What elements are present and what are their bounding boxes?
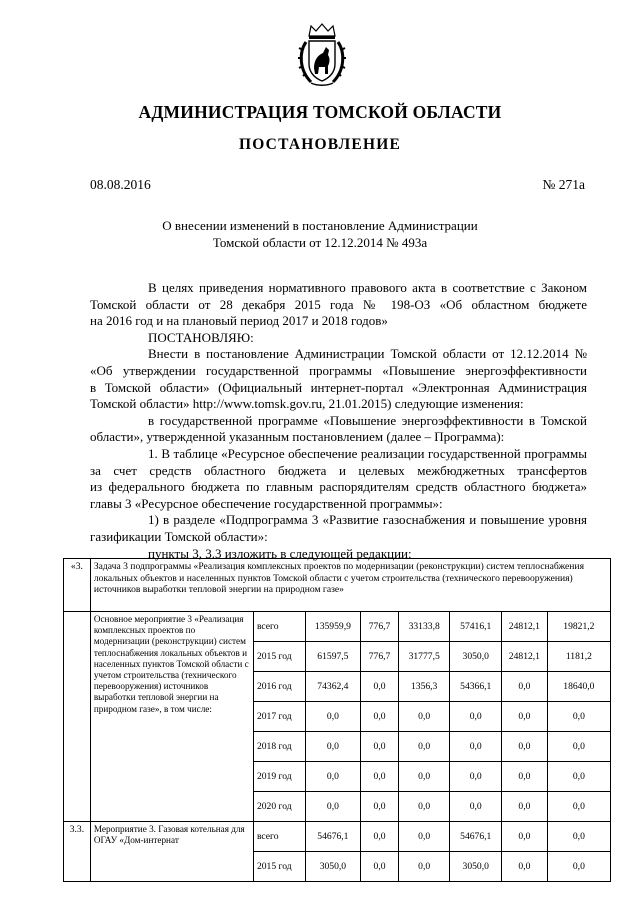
table-row xyxy=(64,612,611,642)
value-cell: 74362,4 xyxy=(305,672,361,702)
empty-index-cell xyxy=(64,612,91,822)
period-cell: 2015 год xyxy=(253,852,305,882)
value-cell: 0,0 xyxy=(361,702,399,732)
value-cell: 776,7 xyxy=(361,612,399,642)
value-cell: 0,0 xyxy=(398,702,450,732)
value-cell: 0,0 xyxy=(361,822,399,852)
document-type: ПОСТАНОВЛЕНИЕ xyxy=(238,136,402,153)
value-cell: 57416,1 xyxy=(450,612,502,642)
body-line: 1) в разделе «Подпрограмма 3 «Развитие газоснабжения и повышение уровня xyxy=(148,512,587,528)
body-line: на 2016 год и на плановый период 2017 и 2018 годов» xyxy=(90,313,388,329)
value-cell: 135959,9 xyxy=(305,612,361,642)
body-line: области», утвержденной указанным постановлением (далее – Программа): xyxy=(90,429,505,445)
value-cell: 3050,0 xyxy=(450,642,502,672)
value-cell: 0,0 xyxy=(547,822,610,852)
value-cell: 0,0 xyxy=(305,792,361,822)
value-cell: 0,0 xyxy=(361,792,399,822)
value-cell: 31777,5 xyxy=(398,642,450,672)
value-cell: 3050,0 xyxy=(450,852,502,882)
value-cell: 0,0 xyxy=(305,702,361,732)
value-cell: 0,0 xyxy=(361,672,399,702)
event-name: Мероприятие 3. Газовая котельная для ОГАУ «Дом-интернат xyxy=(90,822,253,882)
value-cell: 0,0 xyxy=(502,762,548,792)
task-description: Задача 3 подпрограммы «Реализация комплексных проектов по модернизации (реконструкции) систем теплоснабжения локальных объектов и населенных пунктов Томской области с учетом строительства (технического перевооружения) источников выработки тепловой энергии на природном газе» xyxy=(90,559,610,612)
period-cell: всего xyxy=(253,612,305,642)
value-cell: 0,0 xyxy=(547,702,610,732)
value-cell: 33133,8 xyxy=(398,612,450,642)
document-subject xyxy=(0,217,640,251)
value-cell: 0,0 xyxy=(305,732,361,762)
value-cell: 1356,3 xyxy=(398,672,450,702)
value-cell: 0,0 xyxy=(502,672,548,702)
period-cell: 2016 год xyxy=(253,672,305,702)
period-cell: всего xyxy=(253,822,305,852)
value-cell: 24812,1 xyxy=(502,612,548,642)
value-cell: 24812,1 xyxy=(502,642,548,672)
period-cell: 2019 год xyxy=(253,762,305,792)
value-cell: 0,0 xyxy=(502,702,548,732)
body-line: в Томской области» (Официальный интернет-портал «Электронная Администрация xyxy=(90,379,587,395)
body-line: Томской области» http://www.tomsk.gov.ru, 21.01.2015) следующие изменения: xyxy=(90,396,524,412)
body-line: из федерального бюджета по главным распорядителям средств областного бюджета» xyxy=(90,479,587,495)
value-cell: 0,0 xyxy=(361,732,399,762)
value-cell: 0,0 xyxy=(450,732,502,762)
value-cell: 0,0 xyxy=(398,852,450,882)
value-cell: 54676,1 xyxy=(305,822,361,852)
body-line: в государственной программе «Повышение энергоэффективности в Томской xyxy=(148,412,587,428)
value-cell: 0,0 xyxy=(502,852,548,882)
subject-line: Томской области от 12.12.2014 № 493а xyxy=(212,235,428,250)
table-row xyxy=(64,822,611,852)
value-cell: 19821,2 xyxy=(547,612,610,642)
body-line: 1. В таблице «Ресурсное обеспечение реализации государственной программы xyxy=(148,445,587,461)
value-cell: 0,0 xyxy=(450,792,502,822)
subject-line: О внесении изменений в постановление Администрации xyxy=(162,218,478,233)
value-cell: 18640,0 xyxy=(547,672,610,702)
body-line: «Об утверждении государственной программы «Повышение энергоэффективности xyxy=(90,362,587,378)
value-cell: 0,0 xyxy=(450,762,502,792)
period-cell: 2018 год xyxy=(253,732,305,762)
task-row xyxy=(64,559,611,612)
value-cell: 0,0 xyxy=(398,762,450,792)
body-line: пункты 3, 3.3 изложить в следующей редакции: xyxy=(148,545,412,561)
value-cell: 1181,2 xyxy=(547,642,610,672)
value-cell: 776,7 xyxy=(361,642,399,672)
value-cell: 0,0 xyxy=(547,792,610,822)
coat-of-arms-emblem xyxy=(297,22,347,88)
value-cell: 0,0 xyxy=(502,792,548,822)
organization-title: АДМИНИСТРАЦИЯ ТОМСКОЙ ОБЛАСТИ xyxy=(138,102,502,122)
task-index: «3. xyxy=(64,559,91,612)
value-cell: 61597,5 xyxy=(305,642,361,672)
value-cell: 0,0 xyxy=(398,732,450,762)
value-cell: 0,0 xyxy=(502,732,548,762)
value-cell: 54366,1 xyxy=(450,672,502,702)
document-body xyxy=(90,280,587,562)
period-cell: 2020 год xyxy=(253,792,305,822)
document-date: 08.08.2016 xyxy=(90,177,151,192)
body-line: В целях приведения нормативного правового акта в соответствие с Законом xyxy=(148,280,587,295)
resource-table xyxy=(63,558,611,882)
document-number: № 271а xyxy=(542,177,585,192)
body-line: за счет средств областного бюджета и целевых межбюджетных трансфертов xyxy=(90,462,587,478)
period-cell: 2017 год xyxy=(253,702,305,732)
value-cell: 0,0 xyxy=(361,762,399,792)
value-cell: 0,0 xyxy=(450,702,502,732)
body-line: ПОСТАНОВЛЯЮ: xyxy=(148,329,254,345)
period-cell: 2015 год xyxy=(253,642,305,672)
value-cell: 0,0 xyxy=(547,732,610,762)
value-cell: 0,0 xyxy=(502,822,548,852)
event-index: 3.3. xyxy=(64,822,91,882)
body-line: Томской области от 28 декабря 2015 года № 198-ОЗ «Об областном бюджете xyxy=(90,296,587,312)
body-line: главы 3 «Ресурсное обеспечение государственной программы»: xyxy=(90,495,443,511)
value-cell: 54676,1 xyxy=(450,822,502,852)
value-cell: 0,0 xyxy=(361,852,399,882)
main-event-name: Основное мероприятие 3 «Реализация комплексных проектов по модернизации (реконструкции) систем теплоснабжения локальных объектов и населенных пунктов Томской области с учетом строительства (технического перевооружения) источников выработки тепловой энергии на природном газе», в том числе: xyxy=(90,612,253,822)
value-cell: 3050,0 xyxy=(305,852,361,882)
value-cell: 0,0 xyxy=(398,792,450,822)
body-line: Внести в постановление Администрации Томской области от 12.12.2014 № xyxy=(148,346,587,362)
value-cell: 0,0 xyxy=(547,852,610,882)
value-cell: 0,0 xyxy=(547,762,610,792)
body-line: газификации Томской области»: xyxy=(90,528,268,544)
value-cell: 0,0 xyxy=(305,762,361,792)
value-cell: 0,0 xyxy=(398,822,450,852)
